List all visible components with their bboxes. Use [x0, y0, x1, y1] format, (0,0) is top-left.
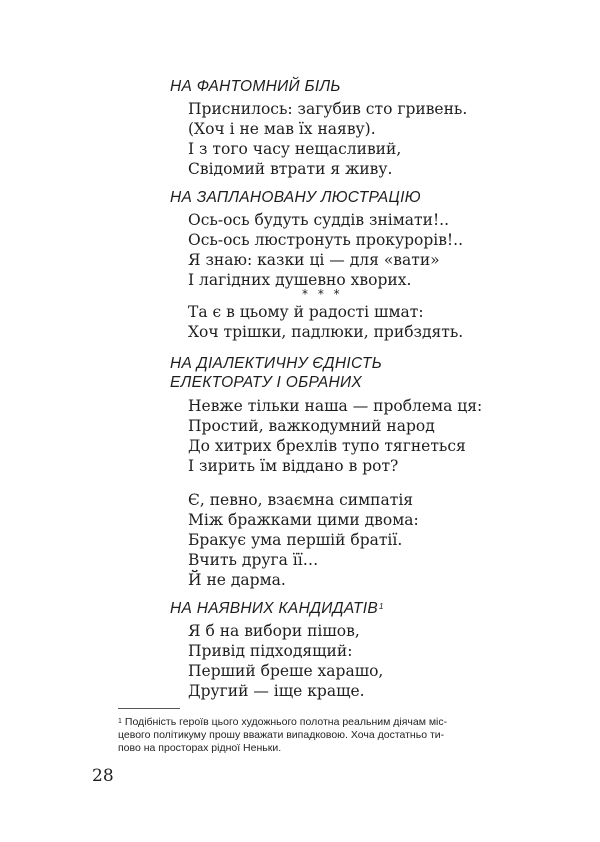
poem-line: Свідомий втрати я живу.: [188, 160, 393, 178]
poem-title: [170, 600, 384, 618]
footnote-line: цевого політикуму прошу вважати випадковою. Хоча достатньо ти-: [118, 729, 445, 741]
poem-line: До хитрих брехлів тупо тягнеться: [188, 437, 466, 455]
stanza-separator: * * *: [302, 287, 343, 301]
poem-title: НА ЗАПЛАНОВАНУ ЛЮСТРАЦІЮ: [170, 189, 421, 206]
poem-title-continued: ЕЛЕКТОРАТУ І ОБРАНИХ: [170, 374, 363, 391]
poem-line: Й не дарма.: [188, 571, 286, 589]
poem-line: Я знаю: казки ці — для «вати»: [188, 251, 440, 269]
poem-line: Хоч трішки, падлюки, прибздять.: [188, 323, 464, 341]
poem-line: Та є в цьому й радості шмат:: [188, 303, 424, 321]
poem-line: Між бражками цими двома:: [188, 511, 419, 529]
poem-line: Я б на вибори пішов,: [188, 622, 360, 640]
poem-line: Приснилось: загубив сто гривень.: [188, 100, 468, 118]
footnote-divider: [118, 708, 180, 709]
poem-line: Другий — іще краще.: [188, 682, 365, 700]
footnote-reference[interactable]: 1: [378, 602, 384, 611]
footnote-text: Подібність героїв цього художнього полотна реальним діячам міс-: [124, 716, 448, 728]
poem-line: Привід підходящий:: [188, 642, 353, 660]
poem-line: Невже тільки наша — проблема ця:: [188, 397, 483, 415]
poem-line: Простий, важкодумний народ: [188, 417, 435, 435]
footnote-mark: 1: [118, 718, 122, 725]
poem-line: Ось-ось будуть суддів знімати!..: [188, 211, 450, 229]
footnote-line: пово на просторах рідної Неньки.: [118, 742, 282, 754]
poem-title: НА ФАНТОМНИЙ БІЛЬ: [170, 78, 341, 95]
poem-line: І зирить їм віддано в рот?: [188, 457, 399, 475]
poem-line: Є, певно, взаємна симпатія: [188, 491, 414, 509]
poem-line: (Хоч і не мав їх наяву).: [188, 120, 376, 138]
poem-line: Перший бреше харашо,: [188, 662, 384, 680]
page-number: 28: [92, 766, 114, 786]
poem-line: Ось-ось люстронуть прокурорів!..: [188, 231, 464, 249]
poem-line: І лагідних душевно хворих.: [188, 271, 412, 289]
poem-line: І з того часу нещасливий,: [188, 140, 402, 158]
footnote-line: [118, 716, 518, 729]
poem-title-text: НА НАЯВНИХ КАНДИДАТІВ: [170, 600, 378, 617]
poem-title: НА ДІАЛЕКТИЧНУ ЄДНІСТЬ: [170, 355, 383, 372]
poem-line: Бракує ума першій братії.: [188, 531, 403, 549]
poem-line: Вчить друга її…: [188, 551, 319, 569]
footnote: [118, 716, 518, 755]
